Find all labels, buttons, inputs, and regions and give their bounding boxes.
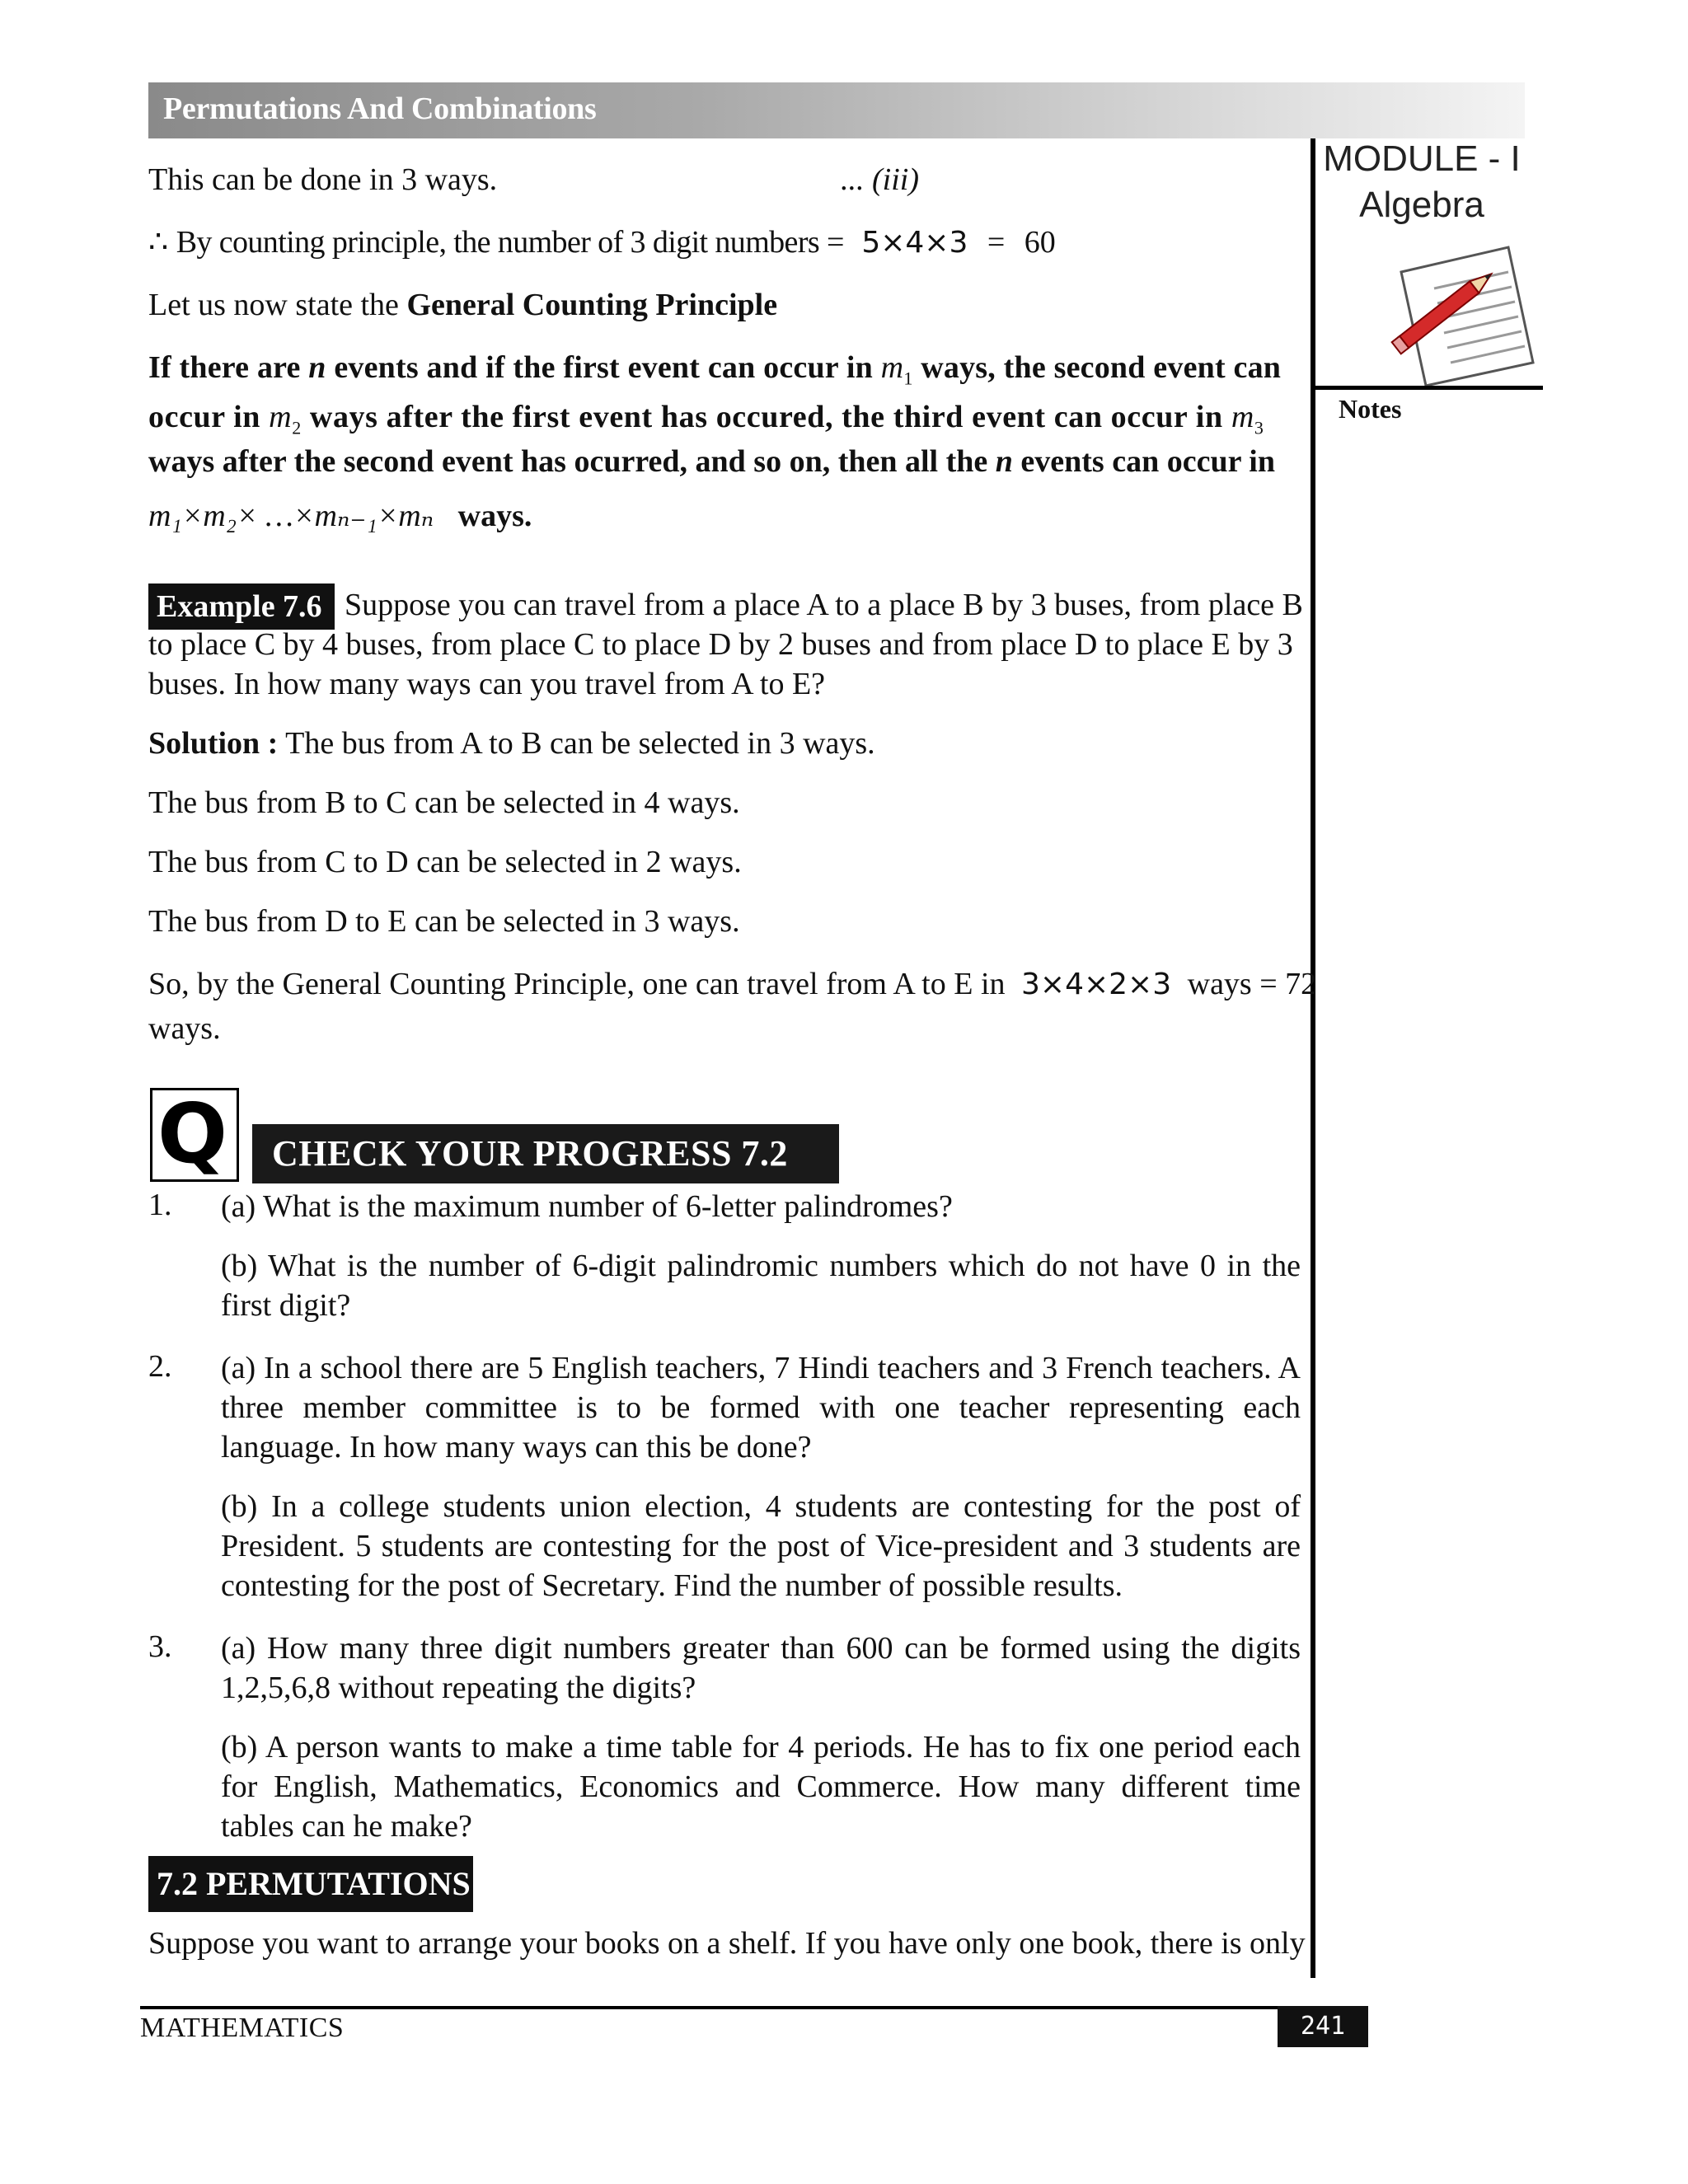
- solution-line-1: Solution : The bus from A to B can be selected in 3 ways.: [148, 726, 875, 761]
- solution-line-4: The bus from D to E can be selected in 3 ways.: [148, 904, 740, 939]
- solution-line-3: The bus from C to D can be selected in 2 ways.: [148, 845, 742, 879]
- question-3a: (a) How many three digit numbers greater than 600 can be formed using the digits 1,2,5,6,8 without repeating the digits?: [221, 1631, 1301, 1705]
- question-3b: (b) A person wants to make a time table for 4 periods. He has to fix one period each for English, Mathematics, Economics and Commerce. How many different time tables can he make?: [221, 1730, 1301, 1844]
- question-number: 2.: [148, 1349, 172, 1384]
- notes-pencil-icon: [1385, 239, 1550, 387]
- equals-sign: =: [987, 225, 1006, 260]
- solution-line-5: So, by the General Counting Principle, one can travel from A to E in 3×4×2×3 ways = 72: [148, 967, 1317, 1001]
- counting-result-line: [148, 223, 1056, 263]
- ways-expression: 3×4×2×3: [1021, 968, 1172, 1001]
- section-intro: Suppose you want to arrange your books on a shelf. If you have only one book, there is only: [148, 1926, 1306, 1961]
- ways-bold: ways.: [457, 499, 532, 533]
- example-label: Example 7.6: [148, 583, 335, 630]
- module-name: MODULE - I: [1323, 138, 1521, 179]
- example-text-2: to place C by 4 buses, from place C to place D by 2 buses and from place D to place E by 3: [148, 627, 1293, 662]
- question-2a: (a) In a school there are 5 English teachers, 7 Hindi teachers and 3 French teachers. A three member committee is to be formed with one teacher representing each language. In how many ways can this be done?: [221, 1351, 1301, 1465]
- question-number: 1.: [148, 1188, 172, 1222]
- question-number: 3.: [148, 1629, 172, 1664]
- solution-line-2: The bus from B to C can be selected in 4 ways.: [148, 785, 740, 820]
- progress-title: CHECK YOUR PROGRESS 7.2: [252, 1124, 839, 1183]
- footer-subject: MATHEMATICS: [140, 2013, 345, 2043]
- chapter-title: Permutations And Combinations: [163, 91, 597, 126]
- counting-result: 60: [1024, 225, 1056, 260]
- question-icon-box: [150, 1085, 239, 1182]
- solution-line-6: ways.: [148, 1011, 221, 1046]
- solution-label: Solution :: [148, 726, 279, 761]
- footer-rule: [140, 2006, 1368, 2009]
- question-2b: (b) In a college students union election, 4 students are contesting for the post of President. 5 students are contesting for the post of Vice-president and 3 students are contesting for the post of Secretary. Find the number of possible results.: [221, 1489, 1301, 1603]
- question-1a: (a) What is the maximum number of 6-letter palindromes?: [221, 1189, 953, 1224]
- principle-line-3: ways after the second event has ocurred, and so on, then all the n events can occur in: [148, 444, 1275, 479]
- example-text-1: Suppose you can travel from a place A to a place B by 3 buses, from place B: [345, 588, 1303, 622]
- module-label: [1319, 136, 1525, 228]
- question-icon: Q: [157, 1085, 228, 1182]
- principle-line-4: [148, 496, 532, 536]
- therefore-symbol: ∴: [148, 225, 169, 260]
- module-subject: Algebra: [1359, 185, 1484, 225]
- margin-divider: [1311, 138, 1315, 1978]
- question-1b: (b) What is the number of 6-digit palindromic numbers which do not have 0 in the first digit?: [221, 1249, 1301, 1323]
- page-number: 241: [1278, 2006, 1368, 2047]
- principle-line-1: If there are n events and if the first event can occur in $m_1$ ways, the second event can: [148, 350, 1282, 389]
- equation-ref: ... (iii): [841, 162, 919, 197]
- intro-text: Let us now state the: [148, 288, 407, 322]
- intro-line: [148, 285, 777, 325]
- counting-text: By counting principle, the number of 3 digit numbers =: [176, 225, 844, 260]
- counting-expression: 5×4×3: [861, 226, 968, 260]
- notes-label: Notes: [1339, 394, 1402, 424]
- example-text-3: buses. In how many ways can you travel from A to E?: [148, 667, 826, 701]
- principle-line-2: occur in $m_2$ ways after the first event has occured, the third event can occur in $m_3$: [148, 400, 1264, 438]
- product-expression: m₁×m₂× …×mₙ₋₁×mₙ: [148, 499, 434, 533]
- notes-rule: [1314, 386, 1543, 390]
- text-line: This can be done in 3 ways.: [148, 162, 498, 197]
- section-heading: 7.2 PERMUTATIONS: [148, 1856, 473, 1912]
- intro-bold: General Counting Principle: [406, 288, 778, 322]
